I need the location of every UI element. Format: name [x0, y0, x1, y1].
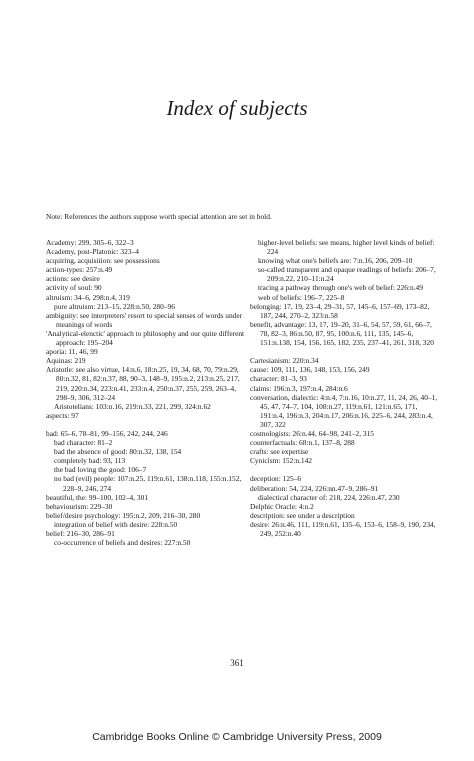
- index-entry: benefit, advantage: 13, 17, 19–20, 31–6, 54, 57, 59, 61, 66–7, 78, 82–3, 86:n.50, 87, 95, 100:n.6, 111, 135, 145–6, 151:n.138, 154, 156, 165, 182, 235, 237–41, 261, 318, 320: [250, 319, 434, 348]
- letter-gap: [250, 347, 440, 356]
- index-subentry: the bad loving the good: 106–7: [54, 465, 147, 475]
- index-left-column: [46, 238, 246, 547]
- index-subentry: co-occurrence of beliefs and desires: 227:n.50: [54, 538, 191, 548]
- index-subentry: dialectical character of: 218, 224, 226:n.47, 230: [258, 492, 400, 502]
- index-entry: aporia: 11, 46, 99: [46, 347, 98, 357]
- index-subentry: Aristotelians: 103:n.16, 219:n.33, 221, 299, 324:n.62: [54, 401, 211, 411]
- index-entry: Cartesianism: 220:n.34: [250, 356, 319, 366]
- index-entry: acquiring, acquisition: see possessions: [46, 256, 160, 266]
- copyright-footer: Cambridge Books Online © Cambridge University Press, 2009: [92, 731, 382, 743]
- index-entry: action-types: 257:n.49: [46, 265, 113, 275]
- index-subentry: no bad (evil) people: 107:n.25, 119:n.61, 138:n.118, 155:n.152, 228–9, 246, 274: [54, 474, 242, 493]
- index-entry: bad: 65–6, 78–81, 99–156, 242, 244, 246: [46, 428, 168, 438]
- index-entry: Aquinas: 219: [46, 356, 86, 366]
- index-entry: deception: 125–6: [250, 474, 302, 484]
- index-entry: belief: 216–30, 286–91: [46, 529, 115, 538]
- index-entry: conversation, dialectic: 4:n.4, 7:n.16, 10:n.27, 11, 24, 26, 40–1, 45, 47, 74–7, 104, 108:n.27, 119:n.61, 121:n.65, 171, 191:n.4, 196:n.3, 204:n.17, 206:n.16, 225–6, 244, 283:n.4, 307, 322: [250, 392, 438, 429]
- index-entry: ambiguity: see interpreters' resort to special senses of words under meanings of words: [46, 310, 243, 329]
- index-entry: character: 81–3, 93: [250, 374, 307, 384]
- index-entry: behaviourism: 229–30: [46, 501, 113, 511]
- index-entry: description: see under a description: [250, 510, 355, 520]
- index-subentry: completely bad: 93, 113: [54, 456, 126, 466]
- index-subentry: higher-level beliefs: see means, higher level kinds of belief: 224: [258, 238, 435, 257]
- index-entry: actions: see desire: [46, 274, 100, 284]
- index-entry: Delphic Oracle: 4:n.2: [250, 501, 314, 511]
- index-entry: Cynicism: 152:n.142: [250, 456, 313, 466]
- index-entry: Academy: 299, 305–6, 322–3: [46, 238, 134, 247]
- index-entry: beautiful, the: 99–100, 102–4, 301: [46, 492, 149, 502]
- index-entry: desire: 26:n.46, 111, 119:n.61, 135–6, 153–6, 158–9, 190, 234, 249, 252:n.40: [250, 519, 436, 538]
- index-subentry: knowing what one's beliefs are: 7:n.16, 206, 209–10: [258, 256, 413, 266]
- index-entry: Aristotle: see also virtue, 14:n.6, 18:n.25, 19, 34, 68, 70, 79:n.29, 80:n.32, 81, 82:n.37, 88, 90–3, 148–9, 195:n.2, 213:n.25, 217, 219, 220:n.34, 223:n.41, 233:n.4, 250:n.37, 255, 259, 263–4, 298–9, 306, 312–24: [46, 365, 240, 402]
- index-subentry: integration of belief with desire: 228:n.50: [54, 519, 178, 529]
- index-entry: activity of soul: 90: [46, 283, 102, 293]
- index-subentry: so-called transparent and opaque readings of beliefs: 206–7, 209:n.22, 210–11:n.24: [258, 265, 436, 284]
- index-entry: aspects: 97: [46, 410, 79, 420]
- index-entry: Academy, post-Platonic: 323–4: [46, 247, 139, 257]
- page-number: 361: [230, 658, 244, 668]
- index-right-column: [250, 238, 440, 538]
- index-entry: crafts: see expertise: [250, 447, 309, 457]
- index-entry: claims: 196:n.3, 197:n.4, 284:n.6: [250, 383, 348, 393]
- index-subentry: pure altruism: 213–15, 228:n.50, 280–96: [54, 301, 175, 311]
- index-entry: altruism: 34–6, 298:n.4, 319: [46, 292, 130, 302]
- index-entry: belief/desire psychology: 195:n.2, 209, 216–30, 280: [46, 510, 201, 520]
- index-entry: deliberation: 54, 224, 226:nn.47–9, 286–91: [250, 483, 379, 493]
- index-subentry: web of beliefs: 196–7, 225–8: [258, 292, 345, 302]
- index-entry: cause: 109, 111, 136, 148, 153, 156, 249: [250, 365, 370, 375]
- letter-gap: [46, 420, 246, 429]
- index-entry: counterfactuals: 68:n.1, 137–8, 288: [250, 438, 355, 448]
- index-subentry: bad the absence of good: 80:n.32, 138, 154: [54, 447, 182, 457]
- index-subentry: tracing a pathway through one's web of belief: 226:n.49: [258, 283, 423, 293]
- letter-gap: [250, 465, 440, 474]
- index-entry: cosmologists: 26:n.44, 64–98, 241–2, 315: [250, 428, 375, 438]
- index-entry: 'Analytical-elenctic' approach to philosophy and our quite different approach: 195–204: [46, 328, 245, 348]
- index-subentry: bad character: 81–2: [54, 438, 113, 448]
- page-title: Index of subjects: [166, 96, 308, 120]
- index-entry: belonging: 17, 19, 23–4, 29–31, 57, 145–6, 157–69, 173–82, 187, 244, 270–2, 323:n.58: [250, 301, 430, 320]
- index-note: Note: References the authors suppose worth special attention are set in bold.: [46, 212, 272, 221]
